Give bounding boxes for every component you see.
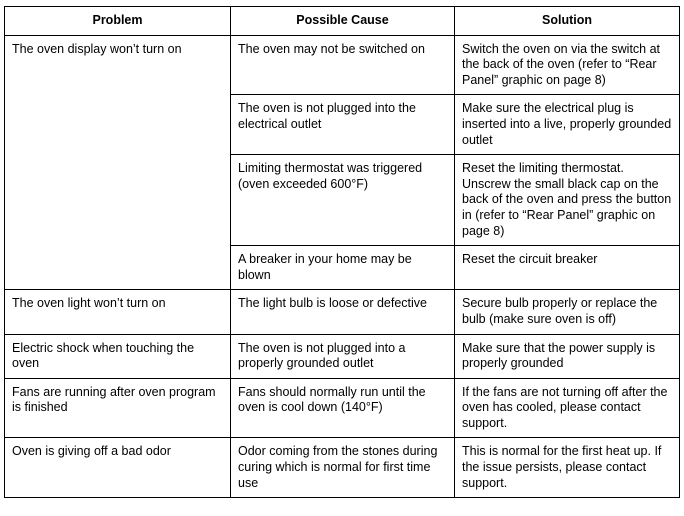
solution-cell: Switch the oven on via the switch at the back of the oven (refer to “Rear Panel” graphic on page 8) <box>455 35 680 95</box>
table-row <box>5 438 680 498</box>
table-row <box>5 378 680 438</box>
cause-cell: The oven is not plugged into the electrical outlet <box>231 95 455 155</box>
header-row <box>5 7 680 36</box>
solution-cell: Reset the limiting thermostat. Unscrew the small black cap on the back of the oven and press the button in (refer to “Rear Panel” graphic on page 8) <box>455 155 680 246</box>
cause-cell: Fans should normally run until the oven is cool down (140°F) <box>231 378 455 438</box>
cause-cell: The light bulb is loose or defective <box>231 290 455 334</box>
table-row <box>5 35 680 95</box>
problem-cell: Oven is giving off a bad odor <box>5 438 231 498</box>
solution-cell: Make sure that the power supply is properly grounded <box>455 334 680 378</box>
solution-cell: Reset the circuit breaker <box>455 246 680 290</box>
troubleshooting-table <box>4 6 680 498</box>
header-possible-cause: Possible Cause <box>231 7 455 36</box>
solution-cell: This is normal for the first heat up. If the issue persists, please contact support. <box>455 438 680 498</box>
cause-cell: A breaker in your home may be blown <box>231 246 455 290</box>
table-row <box>5 334 680 378</box>
cause-cell: The oven is not plugged into a properly grounded outlet <box>231 334 455 378</box>
problem-cell: The oven light won’t turn on <box>5 290 231 334</box>
header-problem: Problem <box>5 7 231 36</box>
solution-cell: If the fans are not turning off after the oven has cooled, please contact support. <box>455 378 680 438</box>
cause-cell: The oven may not be switched on <box>231 35 455 95</box>
header-solution: Solution <box>455 7 680 36</box>
problem-cell: The oven display won’t turn on <box>5 35 231 290</box>
problem-cell: Electric shock when touching the oven <box>5 334 231 378</box>
solution-cell: Secure bulb properly or replace the bulb (make sure oven is off) <box>455 290 680 334</box>
cause-cell: Odor coming from the stones during curing which is normal for first time use <box>231 438 455 498</box>
problem-cell: Fans are running after oven program is finished <box>5 378 231 438</box>
table-row <box>5 290 680 334</box>
cause-cell: Limiting thermostat was triggered (oven exceeded 600°F) <box>231 155 455 246</box>
solution-cell: Make sure the electrical plug is inserted into a live, properly grounded outlet <box>455 95 680 155</box>
